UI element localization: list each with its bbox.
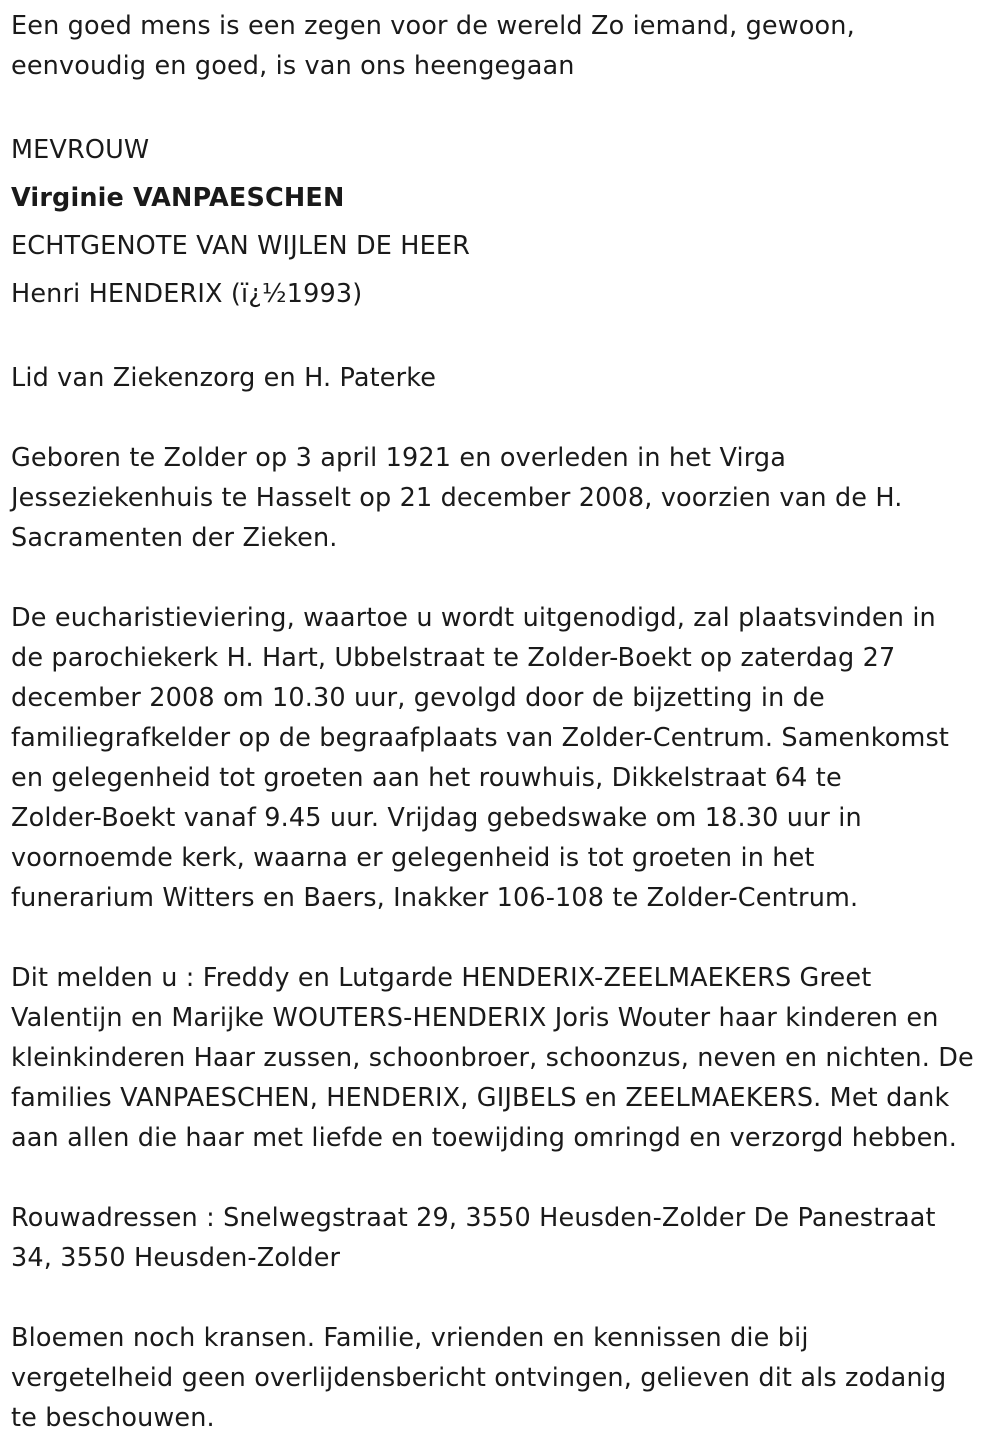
intro-line: eenvoudig en goed, is van ons heengegaan xyxy=(11,51,575,81)
announcers-paragraph xyxy=(11,958,996,1158)
paragraph-gap xyxy=(11,918,996,958)
salutation: MEVROUW xyxy=(11,135,150,165)
text-line: Geboren te Zolder op 3 april 1921 en overleden in het Virga xyxy=(11,443,787,473)
membership-line: Lid van Ziekenzorg en H. Paterke xyxy=(11,363,437,393)
person-block xyxy=(11,126,996,318)
text-line: en gelegenheid tot groeten aan het rouwhuis, Dikkelstraat 64 te xyxy=(11,763,842,793)
paragraph-gap xyxy=(11,558,996,598)
text-line: families VANPAESCHEN, HENDERIX, GIJBELS en ZEELMAEKERS. Met dank xyxy=(11,1083,950,1113)
text-line: te beschouwen. xyxy=(11,1403,215,1433)
membership-paragraph xyxy=(11,358,996,398)
paragraph-gap xyxy=(11,86,996,126)
text-line: Jesseziekenhuis te Hasselt op 21 december 2008, voorzien van de H. xyxy=(11,483,903,513)
intro-paragraph xyxy=(11,6,996,86)
ceremony-paragraph xyxy=(11,598,996,918)
text-line: Bloemen noch kransen. Familie, vrienden en kennissen die bij xyxy=(11,1323,809,1353)
closing-paragraph xyxy=(11,1318,996,1438)
text-line: 34, 3550 Heusden-Zolder xyxy=(11,1243,341,1273)
text-line: Dit melden u : Freddy en Lutgarde HENDERIX-ZEELMAEKERS Greet xyxy=(11,963,872,993)
text-line: Zolder-Boekt vanaf 9.45 uur. Vrijdag gebedswake om 18.30 uur in xyxy=(11,803,862,833)
text-line: aan allen die haar met liefde en toewijding omringd en verzorgd hebben. xyxy=(11,1123,957,1153)
text-line: familiegrafkelder op de begraafplaats van Zolder-Centrum. Samenkomst xyxy=(11,723,950,753)
text-line: kleinkinderen Haar zussen, schoonbroer, schoonzus, neven en nichten. De xyxy=(11,1043,974,1073)
text-line: vergetelheid geen overlijdensbericht ontvingen, gelieven dit als zodanig xyxy=(11,1363,947,1393)
relation-line: ECHTGENOTE VAN WIJLEN DE HEER xyxy=(11,231,470,261)
paragraph-gap xyxy=(11,318,996,358)
paragraph-gap xyxy=(11,1278,996,1318)
paragraph-gap xyxy=(11,398,996,438)
obituary-document xyxy=(11,6,996,1438)
text-line: december 2008 om 10.30 uur, gevolgd door de bijzetting in de xyxy=(11,683,825,713)
text-line: Valentijn en Marijke WOUTERS-HENDERIX Joris Wouter haar kinderen en xyxy=(11,1003,939,1033)
text-line: De eucharistieviering, waartoe u wordt uitgenodigd, zal plaatsvinden in xyxy=(11,603,936,633)
spouse-line: Henri HENDERIX (ï¿½1993) xyxy=(11,279,363,309)
text-line: funerarium Witters en Baers, Inakker 106-108 te Zolder-Centrum. xyxy=(11,883,859,913)
text-line: Rouwadressen : Snelwegstraat 29, 3550 Heusden-Zolder De Panestraat xyxy=(11,1203,936,1233)
text-line: de parochiekerk H. Hart, Ubbelstraat te Zolder-Boekt op zaterdag 27 xyxy=(11,643,896,673)
text-line: Sacramenten der Zieken. xyxy=(11,523,338,553)
intro-line: Een goed mens is een zegen voor de wereld Zo iemand, gewoon, xyxy=(11,11,855,41)
deceased-name: Virginie VANPAESCHEN xyxy=(11,183,345,213)
addresses-paragraph xyxy=(11,1198,996,1278)
paragraph-gap xyxy=(11,1158,996,1198)
birth-death-paragraph xyxy=(11,438,996,558)
text-line: voornoemde kerk, waarna er gelegenheid is tot groeten in het xyxy=(11,843,815,873)
